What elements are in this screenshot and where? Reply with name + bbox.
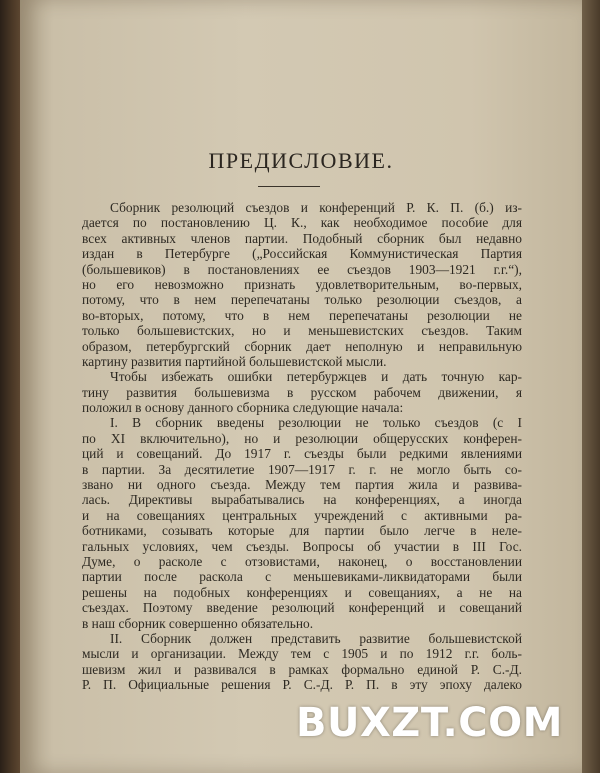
text-line: картину развития партийной большевистской мысли.: [82, 353, 387, 369]
book-page: [20, 0, 582, 773]
text-line: гальных условиях, чем съезды. Вопросы об участии в III Гос.: [82, 538, 522, 554]
watermark: BUXZT.COM: [296, 700, 563, 746]
text-line: II. Сборник должен представить развитие большевистской: [110, 630, 522, 646]
text-line: решены на подобных конференциях и совещаниях, а не на: [82, 584, 522, 600]
text-line: дается по постановлению Ц. К., как необходимое пособие для: [82, 215, 522, 231]
text-line: но его невозможно признать удовлетворительным, во-первых,: [82, 276, 522, 292]
page-title: ПРЕДИСЛОВИЕ.: [208, 148, 394, 173]
text-line: в наш сборник совершенно обязательно.: [82, 615, 314, 631]
text-line: Сборник резолюций съездов и конференций Р. К. П. (б.) из-: [110, 200, 522, 215]
text-line: шевизм жил и развивался в рамках формально единой Р. С.-Д.: [82, 661, 522, 677]
text-line: лась. Директивы вырабатывались на конференциях, а иногда: [82, 492, 522, 508]
text-line: во-вторых, потому, что в нем перепечатаны резолюции не: [82, 307, 522, 323]
text-line: тину развития большевизма в русском рабочем движении, я: [82, 384, 522, 400]
text-line: ций и совещаний. До 1917 г. съезды были редкими явлениями: [82, 446, 522, 462]
text-line: образом, петербургский сборник дает неполную и неправильную: [82, 338, 522, 354]
text-line: Р. П. Официальные решения Р. С.-Д. Р. П. в эту эпоху далеко: [82, 677, 522, 693]
text-line: съездах. Поэтому введение резолюций конференций и совещаний: [82, 600, 522, 616]
text-line: Думе, о расколе с отзовистами, наконец, о восстановлении: [82, 553, 522, 569]
text-line: в партии. За десятилетие 1907—1917 г. г. не могло быть со-: [82, 461, 522, 477]
text-line: мысли и организации. Между тем с 1905 и по 1912 г.г. боль-: [82, 646, 522, 662]
text-line: всех активных членов партии. Подобный сборник был недавно: [82, 230, 522, 246]
text-line: звано ни одного съезда. Между тем партия жила и развива-: [82, 477, 522, 493]
text-line: положил в основу данного сборника следующие начала:: [82, 400, 404, 416]
text-line: ботниками, созывать которые для партии было легче в неле-: [82, 523, 522, 539]
text-line: только большевистских, но и меньшевистских съездов. Таким: [82, 323, 522, 339]
text-line: (большевиков) в постановлениях ее съездов 1903—1921 г.г.“),: [82, 261, 522, 277]
text-line: издан в Петербурге („Российская Коммунистическая Партия: [82, 246, 522, 262]
title-divider: [258, 186, 320, 187]
page-body-text: [82, 200, 522, 693]
book-spine-shadow: [0, 0, 20, 773]
text-line: и на совещаниях центральных учреждений с активными ра-: [82, 507, 522, 523]
text-line: Чтобы избежать ошибки петербуржцев и дать точную кар-: [110, 369, 522, 385]
text-line: потому, что в нем перепечатаны только резолюции съездов, а: [82, 292, 522, 308]
text-line: по XI включительно), но и резолюции общерусских конферен-: [82, 430, 522, 446]
text-line: партии после раскола с меньшевиками-ликвидаторами были: [82, 569, 522, 585]
text-line: I. В сборник введены резолюции не только съездов (с I: [110, 415, 522, 431]
book-edge: [582, 0, 600, 773]
